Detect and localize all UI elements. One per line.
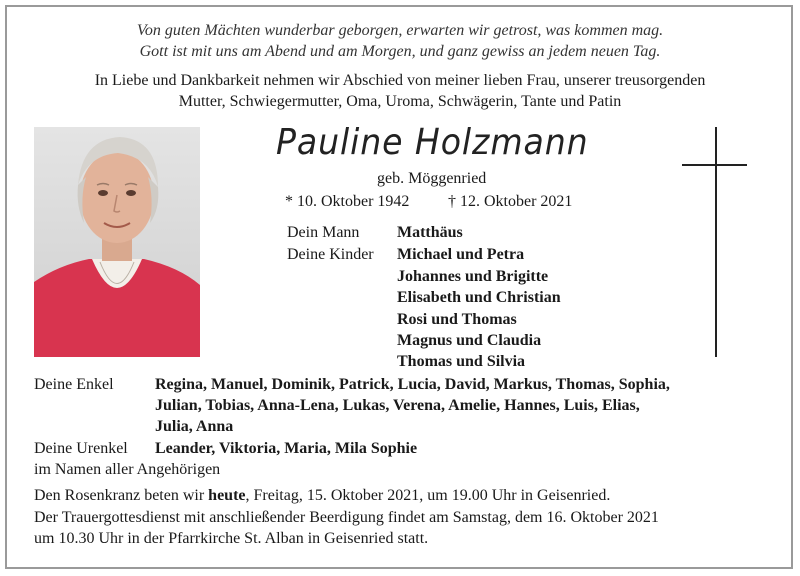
portrait-photo bbox=[34, 127, 200, 357]
birth-date: * 10. Oktober 1942 bbox=[285, 193, 410, 210]
on-behalf-line: im Namen aller Angehörigen bbox=[34, 461, 221, 478]
great-grandchildren-label: Deine Urenkel bbox=[34, 440, 128, 457]
great-grandchildren-names: Leander, Viktoria, Maria, Mila Sophie bbox=[155, 440, 418, 457]
rosary-text-pre: Den Rosenkranz beten wir bbox=[34, 487, 209, 504]
rosary-text-post: , Freitag, 15. Oktober 2021, um 19.00 Uhr in Geisenried. bbox=[245, 487, 611, 504]
funeral-line-1: Der Trauergottesdienst mit anschließender Beerdigung findet am Samstag, dem 16. Oktober 2021 bbox=[34, 509, 659, 526]
husband-label: Dein Mann bbox=[287, 224, 360, 241]
deceased-name: Pauline Holzmann bbox=[276, 122, 589, 163]
death-date: † 12. Oktober 2021 bbox=[448, 193, 573, 210]
quote-line-1: Von guten Mächten wunderbar geborgen, erwarten wir getrost, was kommen mag. bbox=[136, 22, 664, 39]
child-entry: Elisabeth und Christian bbox=[397, 289, 561, 306]
grandchildren-line: Julia, Anna bbox=[155, 418, 234, 435]
funeral-line-2: um 10.30 Uhr in der Pfarrkirche St. Alban in Geisenried statt. bbox=[34, 530, 429, 547]
child-entry: Rosi und Thomas bbox=[397, 311, 517, 328]
child-entry: Magnus und Claudia bbox=[397, 332, 542, 349]
cross-icon-vertical bbox=[715, 127, 717, 357]
quote-line-2: Gott ist mit uns am Abend und am Morgen, und ganz gewiss an jedem neuen Tag. bbox=[139, 43, 661, 60]
intro-line-1: In Liebe und Dankbarkeit nehmen wir Abschied von meiner lieben Frau, unserer treusorgenden bbox=[94, 72, 706, 89]
grandchildren-line: Julian, Tobias, Anna-Lena, Lukas, Verena, Amelie, Hannes, Luis, Elias, bbox=[155, 397, 640, 414]
child-entry: Thomas und Silvia bbox=[397, 353, 526, 370]
rosary-text-bold: heute bbox=[208, 487, 246, 504]
intro-line-2: Mutter, Schwiegermutter, Oma, Uroma, Schwägerin, Tante und Patin bbox=[178, 93, 622, 110]
child-entry: Johannes und Brigitte bbox=[397, 268, 549, 285]
grandchildren-line: Regina, Manuel, Dominik, Patrick, Lucia, David, Markus, Thomas, Sophia, bbox=[155, 376, 670, 393]
rosary-line bbox=[34, 487, 610, 505]
child-entry: Michael und Petra bbox=[397, 246, 525, 263]
cross-icon-horizontal bbox=[682, 164, 747, 166]
maiden-name: geb. Möggenried bbox=[377, 170, 487, 187]
children-label: Deine Kinder bbox=[287, 246, 374, 263]
grandchildren-label: Deine Enkel bbox=[34, 376, 114, 393]
husband-name: Matthäus bbox=[397, 224, 463, 241]
